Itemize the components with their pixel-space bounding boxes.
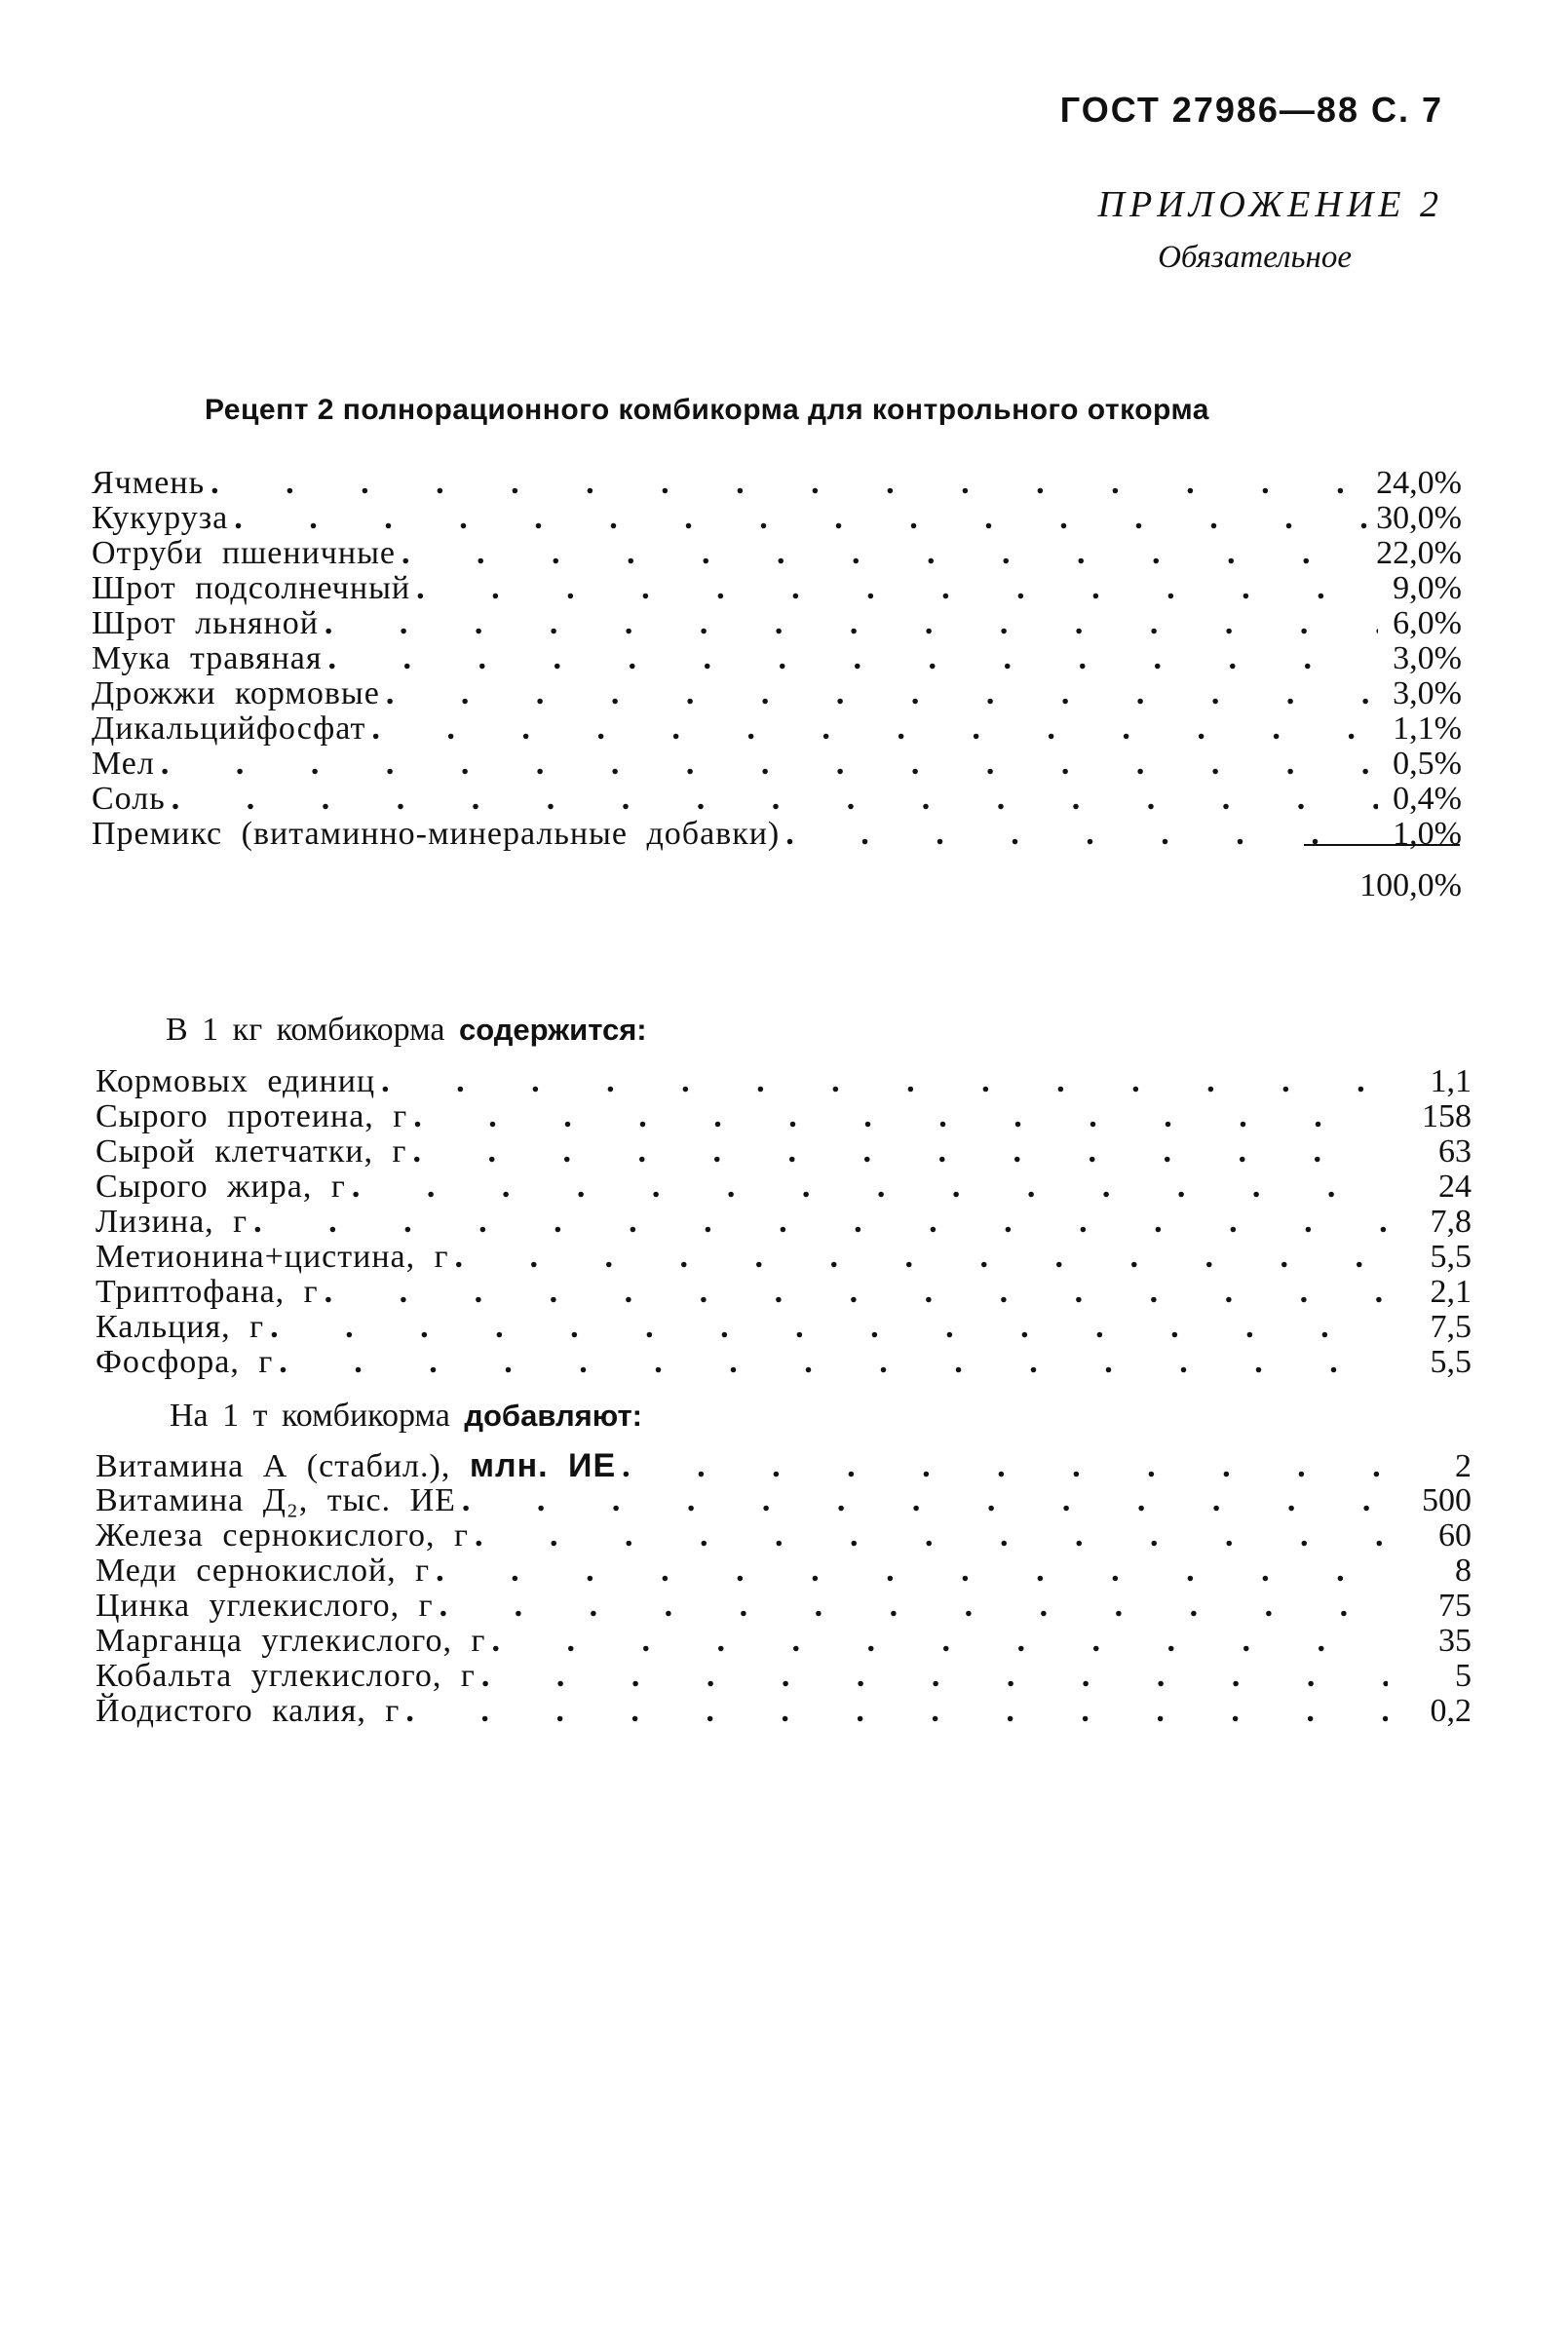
additive-row: [96, 1448, 1472, 1483]
nutrient-row: [96, 1310, 1472, 1345]
dot-leader: [352, 1170, 1388, 1205]
additive-value: 5: [1455, 1658, 1472, 1694]
ingredient-value: 24,0%: [1376, 465, 1462, 501]
nutrient-name: Триптофана, г: [96, 1274, 319, 1310]
ingredient-name: Дикальцийфосфат: [92, 710, 366, 747]
dot-leader: [371, 711, 1378, 747]
ingredient-name: Дрожжи кормовые: [92, 675, 380, 711]
dot-leader: [325, 606, 1378, 641]
nutrient-name: Метионина+цистина, г: [96, 1239, 449, 1275]
dot-leader: [412, 1134, 1388, 1170]
additive-name: Кобальта углекислого, г: [96, 1658, 476, 1694]
nutrient-name: Сырого жира, г: [96, 1169, 346, 1205]
dot-leader: [491, 1624, 1388, 1659]
ingredient-value: 6,0%: [1393, 605, 1462, 641]
additive-name: Йодистого калия, г: [96, 1693, 401, 1729]
dot-leader: [622, 1449, 1388, 1484]
nutrient-row: [96, 1345, 1472, 1380]
ingredient-row: [92, 571, 1462, 606]
nutrient-name: Фосфора, г: [96, 1344, 274, 1380]
dot-leader: [402, 536, 1370, 571]
additive-value: 0,2: [1430, 1693, 1472, 1729]
additive-value: 2: [1455, 1448, 1472, 1484]
nutrient-row: [96, 1205, 1472, 1240]
dot-leader: [161, 747, 1378, 782]
dot-leader: [413, 1099, 1388, 1134]
standard-reference: ГОСТ 27986—88 С. 7: [1059, 90, 1443, 130]
nutrient-value: 24: [1438, 1169, 1472, 1205]
ingredient-name: Мука травяная: [92, 640, 323, 676]
nutrient-value: 7,5: [1430, 1309, 1472, 1345]
dot-leader: [386, 676, 1378, 711]
nutrient-name: Сырого протеина, г: [96, 1098, 408, 1134]
ingredient-value: 30,0%: [1376, 500, 1462, 536]
nutrient-row: [96, 1134, 1472, 1170]
ingredient-value: 1,1%: [1393, 710, 1462, 747]
ingredient-row: [92, 817, 1462, 852]
additive-name: Витамина Д₂, тыс. ИЕ: [96, 1482, 456, 1518]
additive-value: 60: [1438, 1517, 1472, 1554]
additive-row: [96, 1518, 1472, 1554]
ingredient-name: Ячмень: [92, 465, 206, 501]
nutrient-value: 7,8: [1430, 1204, 1472, 1240]
additives-heading: [170, 1398, 642, 1435]
nutrient-row: [96, 1275, 1472, 1310]
additive-value: 500: [1422, 1482, 1472, 1518]
additive-name: Марганца углекислого, г: [96, 1623, 486, 1659]
dot-leader: [416, 571, 1378, 606]
nutrient-value: 5,5: [1430, 1239, 1472, 1275]
sum-divider: [1304, 844, 1460, 846]
dot-leader: [405, 1694, 1388, 1729]
nutrient-row: [96, 1099, 1472, 1134]
ingredient-name: Шрот льняной: [92, 605, 319, 641]
dot-leader: [325, 1275, 1388, 1310]
dot-leader: [381, 1064, 1388, 1099]
nutrient-name: Кормовых единиц: [96, 1063, 376, 1099]
additive-value: 75: [1438, 1588, 1472, 1624]
dot-leader: [436, 1554, 1388, 1589]
ingredient-value: 1,0%: [1393, 816, 1462, 852]
additive-row: [96, 1659, 1472, 1694]
dot-leader: [210, 466, 1370, 501]
dot-leader: [270, 1310, 1388, 1345]
ingredient-row: [92, 606, 1462, 641]
nutrient-value: 158: [1422, 1098, 1472, 1134]
ingredient-name: Премикс (витаминно-минеральные добавки): [92, 816, 781, 852]
ingredient-row: [92, 747, 1462, 782]
nutrient-name: Кальция, г: [96, 1309, 265, 1345]
dot-leader: [475, 1518, 1388, 1554]
additive-row: [96, 1694, 1472, 1729]
dot-leader: [172, 782, 1378, 817]
ingredient-name: Отруби пшеничные: [92, 535, 397, 571]
dot-leader: [785, 817, 1378, 852]
ingredient-value: 3,0%: [1393, 675, 1462, 711]
recipe-total: 100,0%: [1359, 867, 1462, 903]
dot-leader: [455, 1240, 1388, 1275]
additive-row: [96, 1554, 1472, 1589]
content-heading-prefix: В 1 кг комбикорма: [166, 1012, 445, 1048]
dot-leader: [462, 1483, 1388, 1518]
appendix-status: Обязательное: [1158, 240, 1352, 275]
appendix-title: ПРИЛОЖЕНИЕ 2: [1097, 184, 1443, 225]
additive-row: [96, 1624, 1472, 1659]
dot-leader: [279, 1345, 1388, 1380]
additive-row: [96, 1483, 1472, 1518]
ingredient-name: Мел: [92, 746, 155, 782]
dot-leader: [481, 1659, 1388, 1694]
ingredient-name: Соль: [92, 781, 166, 817]
additive-name-prefix: Витамина А (стабил.),: [96, 1448, 451, 1484]
content-heading-bold: содержится:: [458, 1013, 647, 1047]
ingredient-value: 9,0%: [1393, 570, 1462, 606]
additive-name: [96, 1448, 616, 1484]
ingredient-row: [92, 536, 1462, 571]
nutrient-value: 63: [1438, 1133, 1472, 1170]
recipe-title: Рецепт 2 полнорационного комбикорма для контрольного откорма: [205, 394, 1209, 426]
nutrient-row: [96, 1170, 1472, 1205]
additive-name: Цинка углекислого, г: [96, 1588, 434, 1624]
ingredient-name: Кукуруза: [92, 500, 229, 536]
nutrient-value: 5,5: [1430, 1344, 1472, 1380]
additive-name: Железа сернокислого, г: [96, 1517, 469, 1554]
ingredient-row: [92, 782, 1462, 817]
ingredient-row: [92, 676, 1462, 711]
additive-name: Меди сернокислой, г: [96, 1553, 431, 1589]
nutrient-name: Сырой клетчатки, г: [96, 1133, 407, 1170]
ingredient-row: [92, 501, 1462, 536]
ingredient-value: 3,0%: [1393, 640, 1462, 676]
nutrient-value: 2,1: [1430, 1274, 1472, 1310]
ingredient-row: [92, 711, 1462, 747]
nutrient-value: 1,1: [1430, 1063, 1472, 1099]
dot-leader: [440, 1589, 1388, 1624]
ingredient-value: 0,4%: [1393, 781, 1462, 817]
nutrient-list: [96, 1064, 1472, 1380]
ingredient-row: [92, 466, 1462, 501]
ingredient-name: Шрот подсолнечный: [92, 570, 411, 606]
dot-leader: [234, 501, 1370, 536]
additive-row: [96, 1589, 1472, 1624]
additive-name-unit: млн. ИЕ: [469, 1447, 617, 1484]
ingredient-value: 0,5%: [1393, 746, 1462, 782]
dot-leader: [253, 1205, 1388, 1240]
ingredient-value: 22,0%: [1376, 535, 1462, 571]
ingredient-list: [92, 466, 1462, 852]
content-heading: [166, 1012, 647, 1049]
additives-heading-prefix: На 1 т комбикорма: [170, 1398, 450, 1434]
additive-value: 8: [1455, 1553, 1472, 1589]
ingredient-row: [92, 641, 1462, 676]
additive-value: 35: [1438, 1623, 1472, 1659]
additives-heading-bold: добавляют:: [464, 1399, 642, 1433]
nutrient-row: [96, 1240, 1472, 1275]
additive-list: [96, 1448, 1472, 1729]
dot-leader: [328, 641, 1378, 676]
nutrient-row: [96, 1064, 1472, 1099]
nutrient-name: Лизина, г: [96, 1204, 249, 1240]
